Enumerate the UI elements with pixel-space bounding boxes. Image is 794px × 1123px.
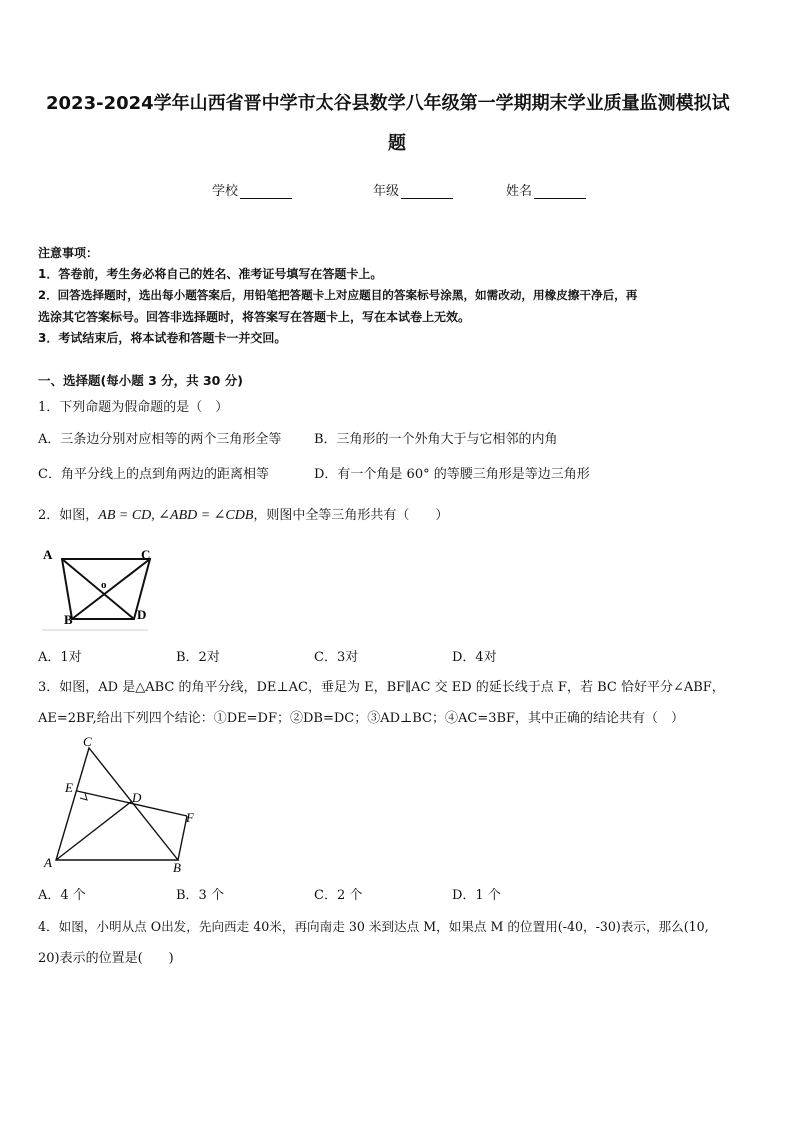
q1-option-a[interactable]: A．三条边分别对应相等的两个三角形全等	[38, 432, 282, 447]
q2-label-a: A	[43, 547, 53, 562]
q2-diagonal-ad	[62, 559, 134, 619]
q2-label-c: C	[141, 547, 151, 562]
page-title-line2: 题	[388, 133, 406, 154]
q3-stem-line2: AE=2BF,给出下列四个结论：①DE=DF；②DB=DC；③AD⊥BC；④AC=3BF，其中正确的结论共有（ ）	[38, 711, 685, 726]
q2-prefix: 2．如图，	[38, 508, 99, 523]
q3-figure	[38, 730, 218, 875]
q2-label-b: B	[64, 612, 73, 627]
q2-suffix: ，则图中全等三角形共有（ ）	[253, 508, 449, 523]
q2-stem	[38, 504, 448, 524]
note-item-2-line2: 选涂其它答案标号。回答非选择题时，将答案写在答题卡上，写在本试卷上无效。	[38, 310, 471, 324]
q3-option-c[interactable]: C．2 个	[314, 888, 363, 903]
q2-figure	[38, 543, 158, 633]
grade-label: 年级	[373, 184, 400, 199]
q3-label-f: F	[186, 810, 194, 825]
school-field[interactable]	[212, 180, 292, 199]
section-1-heading: 一、选择题(每小题 3 分，共 30 分)	[38, 373, 243, 388]
school-blank[interactable]	[240, 184, 292, 199]
q3-option-d[interactable]: D．1 个	[452, 888, 501, 903]
q3-label-d: D	[132, 790, 142, 805]
note-item-3: 3．考试结束后，将本试卷和答题卡一并交回。	[38, 331, 287, 345]
q2-option-a[interactable]: A．1对	[38, 650, 82, 665]
q1-stem: 1．下列命题为假命题的是（ ）	[38, 400, 229, 415]
q4-stem-line1: 4．如图，小明从点 O出发，先向西走 40米，再向南走 30 米到达点 M，如果点 M 的位置用(-40，-30)表示，那么(10,	[38, 919, 709, 934]
grade-field[interactable]	[373, 180, 453, 199]
name-field[interactable]	[506, 180, 586, 199]
note-item-2-line1: 2．回答选择题时，选出每小题答案后，用铅笔把答题卡上对应题目的答案标号涂黑，如需改动，用橡皮擦干净后，再	[38, 288, 638, 302]
q2-label-d: D	[137, 607, 147, 622]
q1-option-c[interactable]: C．角平分线上的点到角两边的距离相等	[38, 467, 269, 482]
q3-triangle-abc	[56, 748, 178, 860]
q3-option-a[interactable]: A．4 个	[38, 888, 86, 903]
q3-option-b[interactable]: B．3 个	[176, 888, 224, 903]
q2-option-d[interactable]: D．4对	[452, 650, 497, 665]
q3-label-e: E	[65, 780, 73, 795]
q3-label-b: B	[173, 860, 181, 875]
q4-stem-line2: 20)表示的位置是( )	[38, 951, 174, 966]
note-item-1: 1．答卷前，考生务必将自己的姓名、准考证号填写在答题卡上。	[38, 267, 383, 281]
q3-label-a: A	[44, 855, 52, 870]
q1-option-b[interactable]: B．三角形的一个外角大于与它相邻的内角	[314, 432, 558, 447]
q3-stem-line1: 3．如图，AD 是△ABC 的角平分线，DE⊥AC，垂足为 E，BF∥AC 交 ED 的延长线于点 F，若 BC 恰好平分∠ABF，	[38, 680, 725, 695]
q1-option-d[interactable]: D．有一个角是 60° 的等腰三角形是等边三角形	[314, 467, 590, 482]
q3-right-angle-mark	[80, 793, 87, 800]
name-blank[interactable]	[534, 184, 586, 199]
q2-label-o: o	[101, 579, 107, 591]
q2-option-b[interactable]: B．2对	[176, 650, 220, 665]
q2-option-c[interactable]: C．3对	[314, 650, 359, 665]
q2-math: AB = CD, ∠ABD = ∠CDB	[98, 508, 254, 523]
school-label: 学校	[212, 184, 239, 199]
q3-segment-ad	[56, 801, 132, 860]
q3-label-c: C	[83, 734, 92, 749]
notes-heading: 注意事项：	[38, 246, 99, 260]
page-title-line1: 2023-2024学年山西省晋中学市太谷县数学八年级第一学期期末学业质量监测模拟试	[46, 93, 730, 114]
grade-blank[interactable]	[401, 184, 453, 199]
name-label: 姓名	[506, 184, 533, 199]
